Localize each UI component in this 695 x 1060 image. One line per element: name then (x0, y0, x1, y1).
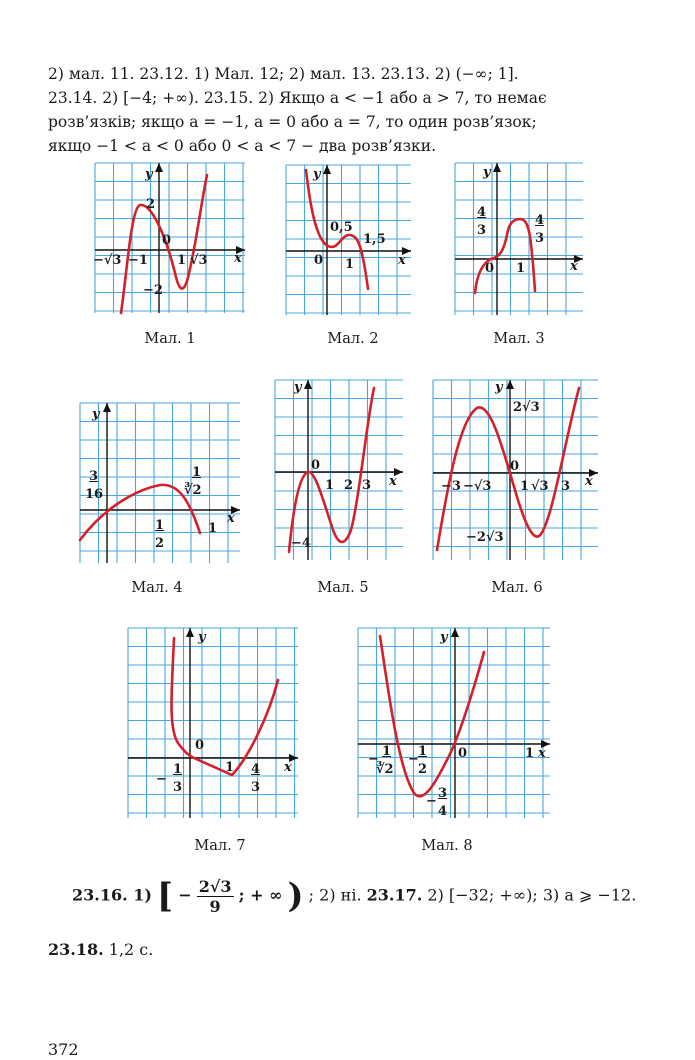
fig3-x-label: x (570, 259, 578, 274)
figure-3 (455, 163, 583, 315)
figure-1 (95, 163, 245, 313)
fig7-y-label: y (198, 630, 206, 645)
fig8-tick: − (408, 752, 419, 767)
answers-intro (48, 62, 650, 158)
fig3-tick: 4 (535, 213, 545, 228)
fig7-tick: 3 (251, 780, 261, 795)
fig1-tick: 0 (162, 233, 172, 248)
figure-2 (286, 165, 411, 315)
fig6-tick: −√3 (463, 479, 492, 494)
figure-5 (275, 380, 403, 560)
fig4-tick: ∛2 (184, 483, 202, 498)
fig8-tick: 1 (418, 744, 428, 759)
fig1-tick: √3 (190, 253, 208, 268)
interval-tail: ; + ∞ (238, 885, 283, 905)
fig5-tick: 1 (325, 478, 335, 493)
fig7-tick: 1 (225, 760, 235, 775)
fig6-tick: √3 (531, 479, 549, 494)
fig8-tick: 4 (438, 804, 448, 819)
fig5-tick: 0 (311, 458, 321, 473)
fig2-y-label: y (313, 167, 321, 182)
intro-line-3: розв’язків; якщо a = −1, a = 0 або a = 7, то один розв’язок; (48, 113, 537, 131)
figure-5-graph (275, 380, 403, 560)
fig1-tick: −2 (143, 283, 163, 298)
figure-6 (433, 380, 598, 560)
fig4-tick: 3 (89, 469, 99, 484)
figure-3-graph (455, 163, 583, 315)
fig1-tick: 2 (146, 197, 156, 212)
fig6-tick: 0 (510, 459, 520, 474)
fig8-x-label: x (538, 746, 546, 761)
answer-23-18: 23.18. (48, 940, 104, 959)
fig2-tick: 0 (314, 253, 324, 268)
fig3-tick: 3 (477, 223, 487, 238)
figure-2-graph (286, 165, 411, 315)
minus-sign: − (178, 885, 192, 905)
fig8-tick: 1 (525, 746, 535, 761)
answer-23-18-line (48, 940, 153, 959)
fig6-tick: −3 (441, 479, 461, 494)
fig4-tick: 1 (208, 521, 218, 536)
fig6-tick: 2√3 (513, 400, 540, 415)
figure-8-caption: Мал. 8 (421, 838, 473, 854)
fig1-tick: −1 (128, 253, 148, 268)
intro-line-1: 2) мал. 11. 23.12. 1) Мал. 12; 2) мал. 13. 23.13. 2) (−∞; 1]. (48, 65, 519, 83)
fig8-tick: 3 (438, 786, 448, 801)
answer-23-17: 23.17. (366, 885, 423, 905)
figure-7-graph (128, 628, 298, 818)
fig1-tick: −√3 (93, 253, 122, 268)
fig4-tick: 1 (192, 465, 202, 480)
answer-23-16-line (72, 876, 636, 916)
fig4-tick: 2 (155, 536, 165, 551)
intro-line-2: 23.14. 2) [−4; +∞). 23.15. 2) Якщо a < −1 або a > 7, то немає (48, 89, 547, 107)
answer-23-16-part2: ; 2) ні. (308, 885, 362, 905)
fig2-tick: 1,5 (363, 232, 386, 247)
fig2-x-label: x (398, 253, 406, 268)
fig5-y-label: y (294, 380, 302, 395)
fig7-tick: − (156, 772, 167, 787)
fig4-x-label: x (227, 511, 235, 526)
fig7-tick: 0 (195, 738, 205, 753)
fig8-tick: ∛2 (376, 762, 394, 777)
fig6-y-label: y (495, 380, 503, 395)
fig2-tick: 1 (345, 257, 355, 272)
figure-5-caption: Мал. 5 (317, 580, 369, 596)
figure-6-caption: Мал. 6 (491, 580, 543, 596)
figure-8 (358, 628, 550, 818)
fig6-tick: 3 (561, 479, 571, 494)
fig8-tick: 1 (382, 744, 392, 759)
bracket-open: [ (157, 876, 174, 916)
fig1-y-label: y (145, 167, 153, 182)
fig5-tick: 3 (362, 478, 372, 493)
figure-3-caption: Мал. 3 (493, 331, 545, 347)
fraction-numerator: 2√3 (198, 876, 232, 896)
fraction-denominator: 9 (209, 896, 221, 916)
fig7-tick: 3 (173, 780, 183, 795)
figure-4-caption: Мал. 4 (131, 580, 183, 596)
figure-1-caption: Мал. 1 (144, 331, 196, 347)
fig3-tick: 3 (535, 231, 545, 246)
fig8-tick: − (426, 794, 437, 809)
fig3-tick: 1 (516, 261, 526, 276)
fig4-tick: 1 (155, 518, 165, 533)
answer-23-16: 23.16. 1) (72, 885, 152, 905)
fig3-y-label: y (483, 165, 491, 180)
fig6-tick: −2√3 (466, 530, 504, 545)
intro-line-4: якщо −1 < a < 0 або 0 < a < 7 − два розв’язки. (48, 137, 436, 155)
figure-8-graph (358, 628, 550, 818)
page-number: 372 (48, 1040, 79, 1059)
bracket-close: ) (287, 876, 304, 916)
figure-7 (128, 628, 298, 818)
fraction (197, 877, 234, 916)
figure-2-caption: Мал. 2 (327, 331, 379, 347)
fig7-x-label: x (284, 760, 292, 775)
figure-4 (80, 403, 240, 563)
answer-23-17-text: 2) [−32; +∞); 3) a ⩾ −12. (427, 885, 637, 905)
fig8-tick: 0 (458, 746, 468, 761)
fig7-tick: 4 (251, 762, 261, 777)
figure-7-caption: Мал. 7 (194, 838, 246, 854)
fig7-tick: 1 (173, 762, 183, 777)
fig4-y-label: y (92, 407, 100, 422)
fig8-tick: − (368, 752, 379, 767)
fig8-tick: 2 (418, 762, 428, 777)
fig6-x-label: x (585, 474, 593, 489)
fig4-tick: 16 (85, 487, 104, 502)
fig5-tick: −4 (291, 536, 311, 551)
answer-23-18-text: 1,2 с. (108, 940, 154, 959)
fig5-x-label: x (389, 474, 397, 489)
fig1-x-label: x (234, 251, 242, 266)
fig6-tick: 1 (520, 479, 530, 494)
fig1-tick: 1 (177, 253, 187, 268)
fig5-tick: 2 (344, 478, 354, 493)
fig3-tick: 4 (477, 205, 487, 220)
fig2-tick: 0,5 (330, 220, 353, 235)
fig3-tick: 0 (485, 261, 495, 276)
fig8-y-label: y (440, 630, 448, 645)
